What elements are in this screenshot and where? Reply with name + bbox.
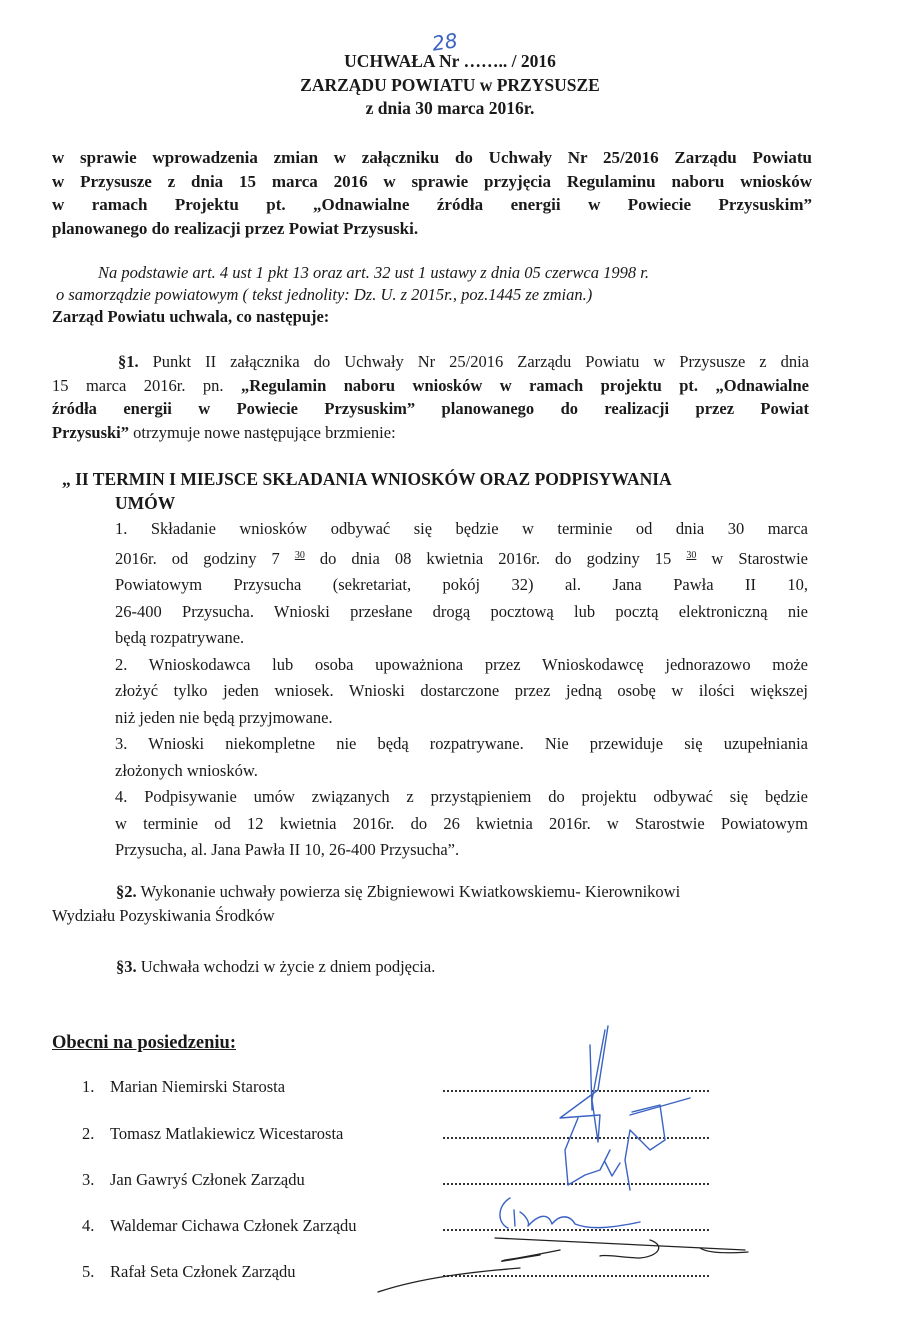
attendee-name: Tomasz Matlakiewicz Wicestarosta [110, 1124, 344, 1143]
signature-line [443, 1179, 709, 1185]
attendee-number: 3. [82, 1170, 95, 1189]
legal-basis-line: o samorządzie powiatowym ( tekst jednolity: Dz. U. z 2015r., poz.1445 ze zmian.) [56, 285, 593, 304]
subject-line: planowanego do realizacji przez Powiat Przysuski. [52, 218, 419, 238]
section-1 [52, 350, 809, 444]
item-2 [115, 652, 808, 732]
section-text: Wydziału Pozyskiwania Środków [52, 905, 275, 925]
resolution-date: z dnia 30 marca 2016r. [365, 98, 535, 118]
title-prefix: UCHWAŁA Nr …….. [344, 51, 508, 71]
legal-basis [52, 262, 832, 328]
item-line: w terminie od 12 kwietnia 2016r. do 26 kwietnia 2016r. w Starostwie Powiatowym [115, 813, 808, 833]
attendee-row [82, 1262, 296, 1282]
item-1 [115, 516, 808, 652]
item-line: złożonych wniosków. [115, 760, 258, 780]
resolution-title [0, 50, 900, 73]
section-text: Wykonanie uchwały powierza się Zbigniewowi Kwiatkowskiemu- Kierownikowi [136, 882, 681, 901]
attendee-number: 2. [82, 1124, 95, 1143]
subject-line: w sprawie wprowadzenia zmian w załączniku do Uchwały Nr 25/2016 Zarządu Powiatu [52, 148, 812, 167]
attendee-name: Waldemar Cichawa Członek Zarządu [110, 1216, 357, 1235]
subject-line: w ramach Projektu pt. „Odnawialne źródła energii w Powiecie Przysuskim” [52, 195, 812, 214]
attendance-title: Obecni na posiedzeniu: [52, 1033, 236, 1053]
signature-line [443, 1271, 709, 1277]
regulation-name: źródła energii w Powiecie Przysuskim” planowanego do realizacji przez Powiat [52, 399, 809, 418]
attendee-number: 5. [82, 1262, 95, 1281]
chapter-heading-line: UMÓW [115, 493, 176, 513]
legal-basis-line: Na podstawie art. 4 ust 1 pkt 13 oraz art. 32 ust 1 ustawy z dnia 05 czerwca 1998 r. [98, 263, 649, 282]
section-2 [52, 880, 812, 927]
item-4 [115, 784, 808, 864]
item-line: niż jeden nie będą przyjmowane. [115, 707, 333, 727]
attendee-row [82, 1124, 343, 1144]
subject-line: w Przysusze z dnia 15 marca 2016 w sprawie przyjęcia Regulaminu naboru wniosków [52, 171, 812, 191]
item-line: złożyć tylko jeden wniosek. Wnioski dostarczone przez jedną osobę w ilości większej [115, 681, 808, 700]
attendee-number: 4. [82, 1216, 95, 1235]
signature-line [443, 1225, 709, 1231]
section-marker: §2. [116, 882, 137, 901]
title-year: / 2016 [507, 51, 556, 71]
issuing-body: ZARZĄDU POWIATU w PRZYSUSZE [300, 75, 600, 95]
item-line: 2. Wnioskodawca lub osoba upoważniona przez Wnioskodawcę jednorazowo może [115, 654, 808, 674]
item-text: w Starostwie [696, 548, 808, 568]
section-marker: §1. [118, 352, 139, 371]
attendee-name: Marian Niemirski Starosta [110, 1077, 286, 1096]
resolution-subject [52, 146, 812, 240]
signature-line [443, 1086, 709, 1092]
item-line: 3. Wnioski niekompletne nie będą rozpatrywane. Nie przewiduje się uzupełniania [115, 734, 808, 753]
section-text: Uchwała wchodzi w życie z dniem podjęcia. [136, 957, 436, 976]
item-line: 4. Podpisywanie umów związanych z przystąpieniem do projektu odbywać się będzie [115, 787, 808, 806]
item-text: 2016r. od godziny 7 [115, 548, 295, 568]
handwritten-resolution-number: 28 [430, 28, 459, 56]
attendee-row [82, 1170, 305, 1190]
time-minutes: 30 [686, 549, 697, 561]
item-text: do dnia 08 kwietnia 2016r. do godziny 15 [304, 548, 687, 568]
item-line: będą rozpatrywane. [115, 628, 245, 647]
item-line: 1. Składanie wniosków odbywać się będzie w terminie od dnia 30 marca [115, 519, 808, 538]
attendee-row [82, 1216, 357, 1236]
section-text: 15 marca 2016r. pn. [52, 375, 242, 395]
attendee-number: 1. [82, 1077, 95, 1096]
time-minutes: 30 [294, 549, 305, 561]
attendee-row [82, 1077, 285, 1097]
section-text: otrzymuje nowe następujące brzmienie: [129, 422, 396, 442]
regulation-name: Przysuski” [52, 422, 130, 442]
section-3 [116, 955, 435, 979]
section-text: Punkt II załącznika do Uchwały Nr 25/2016 Zarządu Powiatu w Przysusze z dnia [138, 352, 809, 371]
regulation-name: „Regulamin naboru wniosków w ramach projektu pt. „Odnawialne [241, 375, 810, 395]
resolves-statement: Zarząd Powiatu uchwala, co następuje: [52, 307, 330, 326]
chapter-items [115, 516, 808, 864]
item-3 [115, 731, 808, 784]
item-line: Powiatowym Przysucha (sekretariat, pokój 32) al. Jana Pawła II 10, [115, 575, 808, 594]
attendee-name: Jan Gawryś Członek Zarządu [110, 1170, 305, 1189]
chapter-heading [62, 467, 672, 515]
signature-line [443, 1133, 709, 1139]
section-marker: §3. [116, 957, 137, 976]
item-line: 26-400 Przysucha. Wnioski przesłane drogą pocztową lub pocztą elektroniczną nie [115, 601, 808, 621]
chapter-heading-line: „ II TERMIN I MIEJSCE SKŁADANIA WNIOSKÓW ORAZ PODPISYWANIA [62, 469, 672, 489]
attendee-name: Rafał Seta Członek Zarządu [110, 1262, 296, 1281]
item-line: Przysucha, al. Jana Pawła II 10, 26-400 Przysucha”. [115, 840, 460, 859]
